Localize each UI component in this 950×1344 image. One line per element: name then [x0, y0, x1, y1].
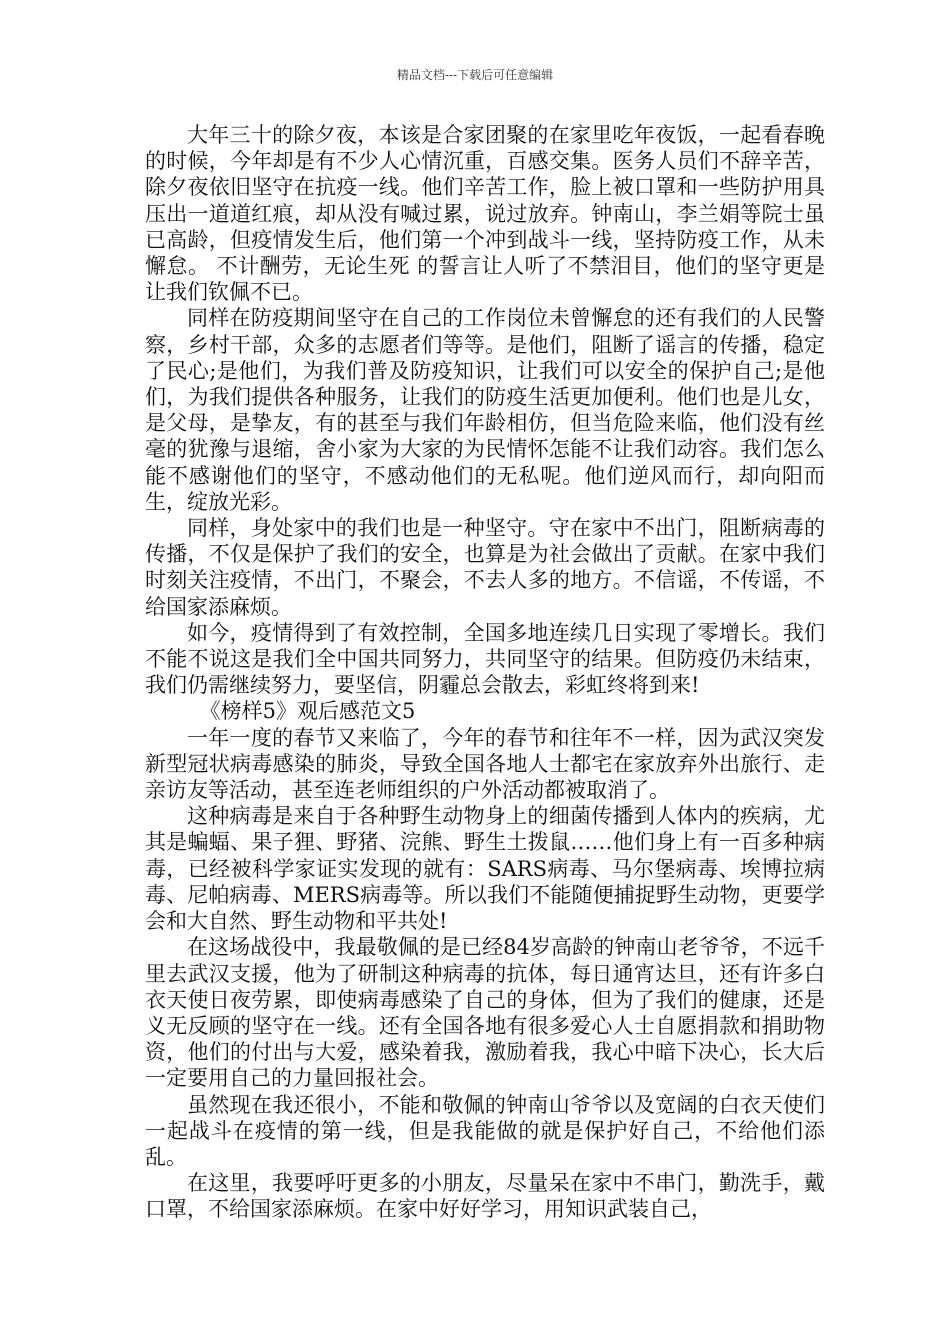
paragraph: 在这里，我要呼吁更多的小朋友，尽量呆在家中不串门，勤洗手，戴口罩，不给国家添麻烦。在家中好好学习，用知识武装自己，: [145, 1171, 825, 1222]
paragraph: 如今，疫情得到了有效控制，全国多地连续几日实现了零增长。我们不能不说这是我们全中国共同努力，共同坚守的结果。但防疫仍未结束，我们仍需继续努力，要坚信，阴霾总会散去，彩虹终将到来!: [145, 620, 825, 698]
paragraph: 虽然现在我还很小，不能和敬佩的钟南山爷爷以及宽阔的白衣天使们一起战斗在疫情的第一线，但是我能做的就是保护好自己，不给他们添乱。: [145, 1092, 825, 1169]
paragraph: 同样在防疫期间坚守在自己的工作岗位未曾懈怠的还有我们的人民警察，乡村干部，众多的志愿者们等等。是他们，阻断了谣言的传播，稳定了民心;是他们，为我们普及防疫知识，让我们可以安全的保护自己;是他们，为我们提供各种服务，让我们的防疫生活更加便利。他们也是儿女，是父母，是挚友，有的甚至与我们年龄相仿，但当危险来临，他们没有丝毫的犹豫与退缩，舍小家为大家的为民情怀怎能不让我们动容。我们怎么能不感谢他们的坚守，不感动他们的无私呢。他们逆风而行，却向阳而生，绽放光彩。: [145, 306, 825, 514]
paragraph: 大年三十的除夕夜，本该是合家团聚的在家里吃年夜饭，一起看春晚的时候，今年却是有不少人心情沉重，百感交集。医务人员们不辞辛苦，除夕夜依旧坚守在抗疫一线。他们辛苦工作，脸上被口罩和一些防护用具压出一道道红痕，却从没有喊过累，说过放弃。钟南山，李兰娟等院士虽已高龄，但疫情发生后，他们第一个冲到战斗一线，坚持防疫工作，从未懈怠。 不计酬劳，无论生死 的誓言让人听了不禁泪目，他们的坚守更是让我们钦佩不已。: [145, 123, 825, 305]
paragraph: 一年一度的春节又来临了，今年的春节和往年不一样，因为武汉突发新型冠状病毒感染的肺炎，导致全国各地人士都宅在家放弃外出旅行、走亲访友等活动，甚至连老师组织的户外活动都被取消了。: [145, 725, 825, 803]
document-body: [145, 122, 825, 1223]
paragraph: 同样，身处家中的我们也是一种坚守。守在家中不出门，阻断病毒的传播，不仅是保护了我们的安全，也算是为社会做出了贡献。在家中我们时刻关注疫情，不出门，不聚会，不去人多的地方。不信谣，不传谣，不给国家添麻烦。: [145, 516, 825, 619]
page-header: 精品文档---下载后可任意编辑: [396, 68, 554, 82]
paragraph: 在这场战役中，我最敬佩的是已经84岁高龄的钟南山老爷爷，不远千里去武汉支援，他为了研制这种病毒的抗体，每日通宵达旦，还有许多白衣天使日夜劳累，即使病毒感染了自己的身体，但为了我们的健康，还是义无反顾的坚守在一线。还有全国各地有很多爱心人士自愿捐款和捐助物资，他们的付出与大爱，感染着我，激励着我，我心中暗下决心，长大后一定要用自己的力量回报社会。: [145, 935, 825, 1091]
section-heading: 《榜样5》观后感范文5: [199, 699, 416, 724]
paragraph: 这种病毒是来自于各种野生动物身上的细菌传播到人体内的疾病，尤其是蝙蝠、果子狸、野猪、浣熊、野生土拨鼠……他们身上有一百多种病毒，已经被科学家证实发现的就有：SARS病毒、马尔堡病毒、埃博拉病毒、尼帕病毒、MERS病毒等。所以我们不能随便捕捉野生动物，更要学会和大自然、野生动物和平共处!: [145, 804, 825, 934]
